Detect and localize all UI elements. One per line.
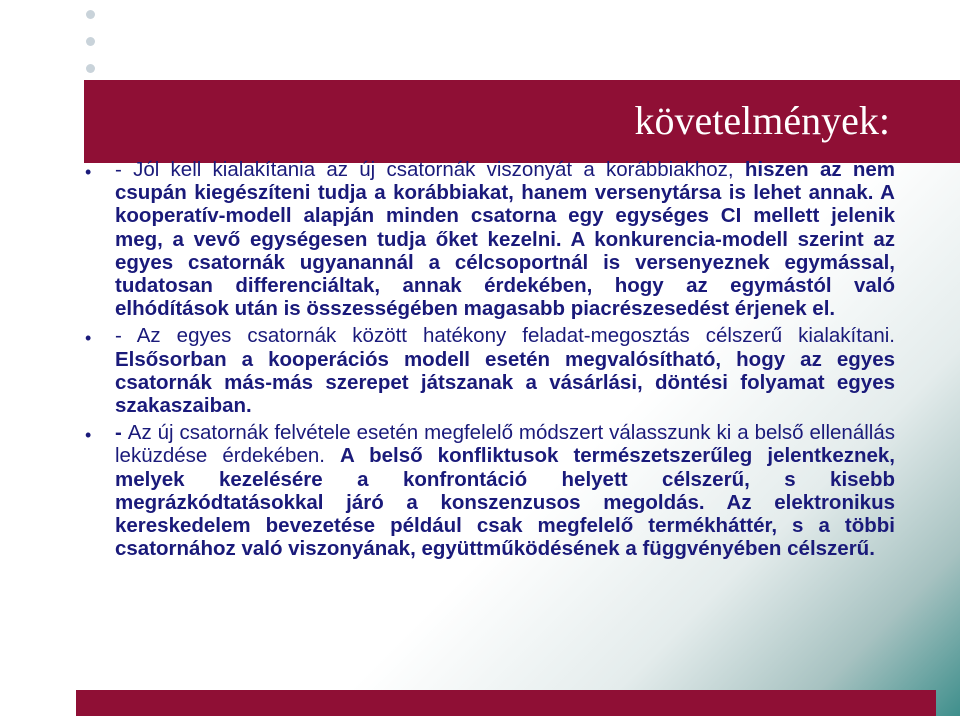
bullet-item xyxy=(85,421,895,560)
footer-banner xyxy=(76,690,936,716)
bullet-text xyxy=(115,421,895,560)
dot-icon xyxy=(86,10,95,19)
text-segment: Elsősorban a kooperációs modell esetén megvalósítható, hogy az egyes csatornák más-más szerepet játszanak a vásárlási, döntési folyamat egyes szakaszaiban. xyxy=(115,347,895,418)
text-segment: A belső konfliktusok természetszerűleg jelentkeznek, melyek kezelésére a konfrontáció helyett célszerű, s kisebb megrázkódtatásokkal járó a konszenzusos megoldás. Az elektronikus kereskedelem bevezetése például csak megfelelő termékháttér, s a többi csatornához való viszonyának, együttműködésének a függvényében célszerű. xyxy=(115,444,895,561)
bullet-item xyxy=(85,324,895,417)
bullet-text xyxy=(115,324,895,417)
bullet-item xyxy=(85,158,895,320)
text-segment: - Jól kell kialakítania az új csatornák viszonyát a korábbiakhoz, xyxy=(115,158,745,181)
bullet-icon: • xyxy=(85,425,92,446)
bullet-icon: • xyxy=(85,162,92,182)
dot-icon xyxy=(86,37,95,46)
bullet-text xyxy=(115,158,895,320)
bullet-icon: • xyxy=(85,328,92,349)
text-segment: - Az egyes csatornák között hatékony feladat-megosztás célszerű kialakítani. xyxy=(115,324,895,348)
text-segment: hiszen az nem csupán kiegészíteni tudja a korábbiakat, hanem versenytársa is lehet annak. A kooperatív-modell alapján minden csatorna egy egységes CI mellett jelenik meg, a vevő egységesen tudja őket kezelni. A konkurencia-modell szerint az egyes csatornák ugyanannál a célcsoportnál is versenyeznek egymással, tudatosan differenciáltak, annak érdekében, hogy az egymástól való elhódítások után is összességében magasabb piacrészesedést érjenek el. xyxy=(115,158,895,321)
dot-icon xyxy=(86,64,95,73)
slide-title: követelmények: xyxy=(634,98,890,143)
text-segment: Az új csatornák felvétele esetén megfelelő módszert válasszunk ki a belső ellenállás leküzdése érdekében. xyxy=(115,421,895,468)
bullet-list xyxy=(85,158,895,564)
text-segment: - xyxy=(115,421,128,445)
